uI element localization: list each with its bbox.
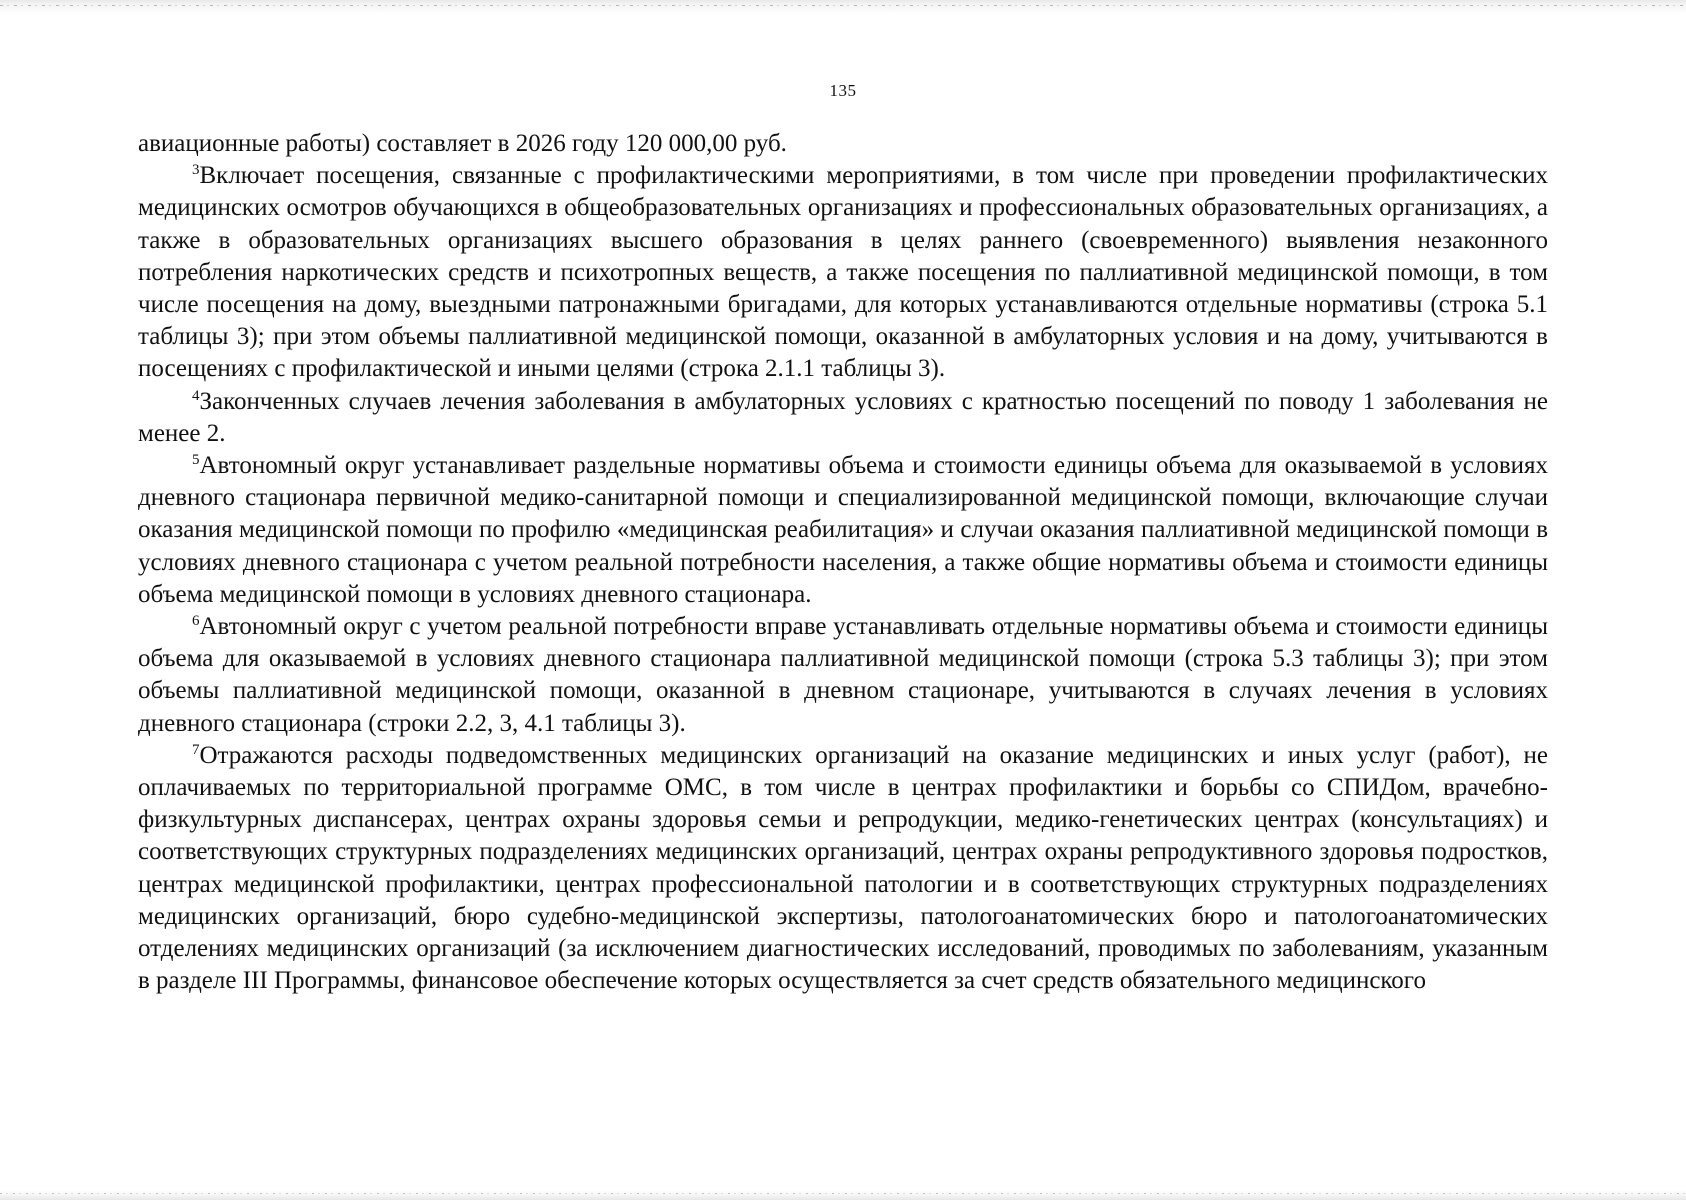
document-body bbox=[138, 128, 1548, 997]
footnote-text: Отражаются расходы подведомственных медицинских организаций на оказание медицинских и иных услуг (работ), не оплачиваемых по территориальной программе ОМС, в том числе в центрах профилактики и борьбы со СПИДом, врачебно-физкультурных диспансерах, центрах охраны здоровья семьи и репродукции, медико-генетических центрах (консультациях) и соответствующих структурных подразделениях медицинских организаций, центрах охраны репродуктивного здоровья подростков, центрах медицинской профилактики, центрах профессиональной патологии и в соответствующих структурных подразделениях медицинских организаций, бюро судебно-медицинской экспертизы, патологоанатомических бюро и патологоанатомических отделениях медицинских организаций (за исключением диагностических исследований, проводимых по заболеваниям, указанным в разделе III Программы, финансовое обеспечение которых осуществляется за счет средств обязательного медицинского bbox=[138, 741, 1548, 995]
footnote-text: Включает посещения, связанные с профилактическими мероприятиями, в том числе при проведении профилактических медицинских осмотров обучающихся в общеобразовательных организациях и профессиональных образовательных организациях, а также в образовательных организациях высшего образования в целях раннего (своевременного) выявления незаконного потребления наркотических средств и психотропных веществ, а также посещения по паллиативной медицинской помощи, в том числе посещения на дому, выездными патронажными бригадами, для которых устанавливаются отдельные нормативы (строка 5.1 таблицы 3); при этом объемы паллиативной медицинской помощи, оказанной в амбулаторных условия и на дому, учитываются в посещениях с профилактической и иными целями (строка 2.1.1 таблицы 3). bbox=[138, 162, 1548, 383]
page-number: 135 bbox=[829, 81, 857, 100]
footnote-text: Автономный округ с учетом реальной потребности вправе устанавливать отдельные нормативы объема и стоимости единицы объема для оказываемой в условиях дневного стационара паллиативной медицинской помощи (строка 5.3 таблицы 3); при этом объемы паллиативной медицинской помощи, оказанной в дневном стационаре, учитываются в случаях лечения в условиях дневного стационара (строки 2.2, 3, 4.1 таблицы 3). bbox=[138, 613, 1548, 737]
footnote-6 bbox=[138, 611, 1548, 740]
scan-edge-bottom bbox=[0, 1190, 1686, 1200]
footnote-marker: 5 bbox=[192, 452, 200, 469]
footnote-marker: 6 bbox=[192, 613, 200, 630]
scan-edge-top bbox=[0, 0, 1686, 14]
footnote-marker: 3 bbox=[192, 162, 200, 179]
footnote-text: Автономный округ устанавливает раздельные нормативы объема и стоимости единицы объема для оказываемой в условиях дневного стационара первичной медико-санитарной помощи и специализированной медицинской помощи, включающие случаи оказания медицинской помощи по профилю «медицинская реабилитация» и случаи оказания паллиативной медицинской помощи в условиях дневного стационара с учетом реальной потребности населения, а также общие нормативы объема и стоимости единицы объема медицинской помощи в условиях дневного стационара. bbox=[138, 452, 1548, 608]
footnote-marker: 4 bbox=[192, 387, 200, 404]
footnote-5 bbox=[138, 450, 1548, 611]
footnote-marker: 7 bbox=[192, 741, 200, 758]
footnote-text: Законченных случаев лечения заболевания в амбулаторных условиях с кратностью посещений по поводу 1 заболевания не менее 2. bbox=[138, 387, 1548, 447]
footnote-3 bbox=[138, 160, 1548, 385]
paragraph-continuation bbox=[138, 128, 1548, 160]
footnote-4 bbox=[138, 386, 1548, 450]
paragraph-text: авиационные работы) составляет в 2026 году 120 000,00 руб. bbox=[138, 130, 787, 157]
footnote-7 bbox=[138, 740, 1548, 998]
